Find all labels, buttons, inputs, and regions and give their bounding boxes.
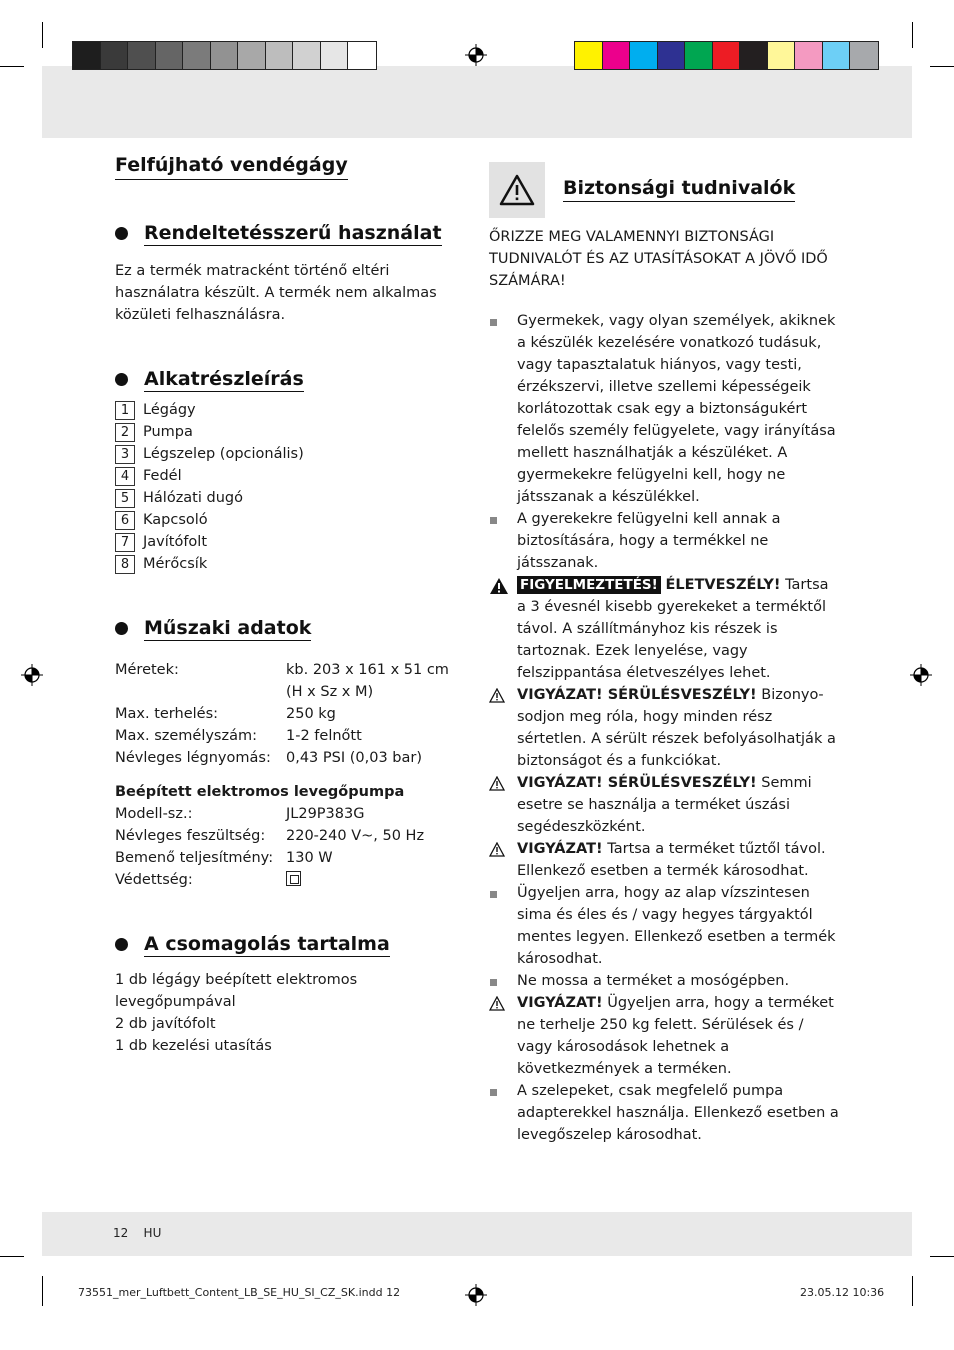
- crop-mark: [912, 22, 913, 48]
- part-label: Mérőcsík: [143, 556, 208, 572]
- warning-triangle-icon: [489, 577, 509, 595]
- list-item: [115, 553, 465, 575]
- part-number: 6: [115, 511, 135, 530]
- intended-use-text: Ez a termék matracként történő eltéri használatra készült. A termék nem alkalmas közületi felhasználásra.: [115, 263, 437, 323]
- list-item: VIGYÁZAT! SÉRÜLÉSVESZÉLY! Bizonyosodjon meg róla, hogy minden rész sértetlen. A sérült részek befolyásolhatják a biztonságot és a funkciókat.: [489, 684, 841, 772]
- crop-mark: [0, 66, 24, 67]
- color-swatch: [658, 42, 686, 69]
- list-item: [115, 443, 465, 465]
- list-item: [115, 487, 465, 509]
- part-number: 7: [115, 533, 135, 552]
- safety-title: Biztonsági tudnivalók: [563, 176, 795, 202]
- color-swatch: [238, 42, 266, 69]
- package-heading: A csomagolás tartalma: [115, 931, 465, 957]
- color-swatch: [740, 42, 768, 69]
- header-band: [42, 66, 912, 138]
- pump-specs-heading: Beépített elektromos levegőpumpa: [115, 784, 405, 800]
- list-item: A gyerekekre felügyelni kell annak a biztosítására, hogy a termékkel ne játsszanak.: [489, 508, 841, 574]
- process-color-bar: [574, 41, 879, 70]
- list-item: [115, 531, 465, 553]
- caution-triangle-icon: [489, 776, 505, 791]
- color-swatch: [603, 42, 631, 69]
- caution-triangle-icon: [489, 688, 505, 703]
- crop-mark: [930, 1256, 954, 1257]
- table-row: (H x Sz x M): [286, 684, 374, 700]
- color-swatch: [128, 42, 156, 69]
- color-swatch: [156, 42, 184, 69]
- print-timestamp: 23.05.12 10:36: [800, 1286, 885, 1299]
- color-swatch: [713, 42, 741, 69]
- square-bullet-icon: [490, 517, 497, 524]
- list-item: [115, 399, 465, 421]
- part-label: Fedél: [143, 468, 182, 484]
- part-number: 2: [115, 423, 135, 442]
- registration-mark-icon: [465, 1284, 487, 1306]
- color-swatch: [321, 42, 349, 69]
- color-swatch: [630, 42, 658, 69]
- part-label: Javítófolt: [143, 534, 208, 550]
- part-label: Hálózati dugó: [143, 490, 243, 506]
- list-item: FIGYELMEZTETÉS! ÉLETVESZÉLY! Tartsa a 3 évesnél kisebb gyerekeket a terméktől távol. A szállítmányhoz kis részek is tartoznak. Ezek lenyelése, vagy felszippantása életveszélyes lehet.: [489, 574, 841, 684]
- list-item: Gyermekek, vagy olyan személyek, akiknek a készülék kezelésére vonatkozó tudásuk, vagy tapasztalatuk hiányos, vagy testi, érzékszervi, illetve szellemi képességeik korlátozottak csak egy a biztonságukért felelős személy felügyelete, vagy irányítása mellett használhatják a készüléket. A gyermekekre felügyelni kell, hogy ne játsszanak a készülékkel.: [489, 310, 841, 508]
- part-number: 3: [115, 445, 135, 464]
- list-item: Ne mossa a terméket a mosógépben.: [489, 970, 841, 992]
- table-row: Méretek: kb. 203 x 161 x 51 cm: [115, 662, 449, 678]
- color-swatch: [266, 42, 294, 69]
- color-swatch: [211, 42, 239, 69]
- color-swatch: [101, 42, 129, 69]
- list-item: 1 db légágy beépített elektromos levegőpumpával: [115, 972, 358, 1010]
- class-ii-double-square-icon: [286, 871, 301, 886]
- color-swatch: [850, 42, 878, 69]
- list-item: 1 db kezelési utasítás: [115, 1038, 272, 1054]
- table-row: Névleges légnyomás: 0,43 PSI (0,03 bar): [115, 750, 422, 766]
- crop-mark: [42, 1276, 43, 1306]
- color-swatch: [348, 42, 376, 69]
- specs-heading: Műszaki adatok: [115, 615, 465, 641]
- color-swatch: [685, 42, 713, 69]
- part-number: 4: [115, 467, 135, 486]
- crop-mark: [0, 1256, 24, 1257]
- part-number: 1: [115, 401, 135, 420]
- color-swatch: [293, 42, 321, 69]
- part-label: Légágy: [143, 402, 196, 418]
- part-label: Pumpa: [143, 424, 193, 440]
- square-bullet-icon: [490, 1089, 497, 1096]
- safety-list: [489, 310, 841, 1146]
- table-row: Max. terhelés: 250 kg: [115, 706, 336, 722]
- crop-mark: [42, 22, 43, 48]
- table-row: Névleges feszültség: 220-240 V~, 50 Hz: [115, 828, 425, 844]
- color-swatch: [768, 42, 796, 69]
- list-item: Ügyeljen arra, hogy az alap vízszintesen sima és éles és / vagy hegyes tárgyaktól mentes legyen. Ellenkező esetben a termék károsodhat.: [489, 882, 841, 970]
- registration-mark-icon: [910, 664, 932, 686]
- registration-mark-icon: [465, 44, 487, 66]
- color-swatch: [795, 42, 823, 69]
- package-contents: [115, 969, 465, 1057]
- list-item: [115, 421, 465, 443]
- square-bullet-icon: [490, 319, 497, 326]
- warning-box: [489, 162, 545, 218]
- square-bullet-icon: [490, 979, 497, 986]
- crop-mark: [930, 66, 954, 67]
- specs-table: [115, 659, 465, 769]
- page-number: 12 HU: [113, 1226, 162, 1240]
- section-bullet-icon: [115, 227, 128, 240]
- safety-header: [489, 162, 841, 218]
- page-title: Felfújható vendégágy: [115, 152, 348, 180]
- square-bullet-icon: [490, 891, 497, 898]
- caution-triangle-icon: [489, 996, 505, 1011]
- color-swatch: [73, 42, 101, 69]
- part-label: Légszelep (opcionális): [143, 446, 304, 462]
- parts-list: [115, 399, 465, 575]
- list-item: VIGYÁZAT! Ügyeljen arra, hogy a terméket ne terhelje 250 kg felett. Sérülések és / vagy károsodások lehetnek a következmények a terméken.: [489, 992, 841, 1080]
- table-row: Védettség:: [115, 869, 465, 891]
- file-slug: 73551_mer_Luftbett_Content_LB_SE_HU_SI_CZ_SK.indd 12: [78, 1286, 401, 1299]
- warning-triangle-icon: [499, 174, 535, 206]
- section-bullet-icon: [115, 373, 128, 386]
- right-column: [489, 162, 841, 1146]
- color-swatch: [575, 42, 603, 69]
- part-label: Kapcsoló: [143, 512, 208, 528]
- section-bullet-icon: [115, 622, 128, 635]
- list-item: A szelepeket, csak megfelelő pumpa adapterekkel használja. Ellenkező esetben a levegőszelep károsodhat.: [489, 1080, 841, 1146]
- registration-mark-icon: [21, 664, 43, 686]
- list-item: VIGYÁZAT! Tartsa a terméket tűztől távol. Ellenkező esetben a termék károsodhat.: [489, 838, 841, 882]
- table-row: Max. személyszám: 1-2 felnőtt: [115, 728, 362, 744]
- list-item: [115, 465, 465, 487]
- list-item: VIGYÁZAT! SÉRÜLÉSVESZÉLY! Semmi esetre se használja a terméket úszási segédeszközként.: [489, 772, 841, 838]
- part-number: 8: [115, 555, 135, 574]
- intended-use-heading: Rendeltetésszerű használat: [115, 220, 465, 246]
- color-swatch: [183, 42, 211, 69]
- table-row: Modell-sz.: JL29P383G: [115, 806, 365, 822]
- safety-intro: ŐRIZZE MEG VALAMENNYI BIZTONSÁGI TUDNIVALÓT ÉS AZ UTASÍTÁSOKAT A JÖVŐ IDŐ SZÁMÁRA!: [489, 229, 828, 289]
- warning-badge: FIGYELMEZTETÉS!: [517, 576, 661, 594]
- section-bullet-icon: [115, 938, 128, 951]
- left-column: [115, 152, 465, 1057]
- parts-heading: Alkatrészleírás: [115, 366, 465, 392]
- list-item: 2 db javítófolt: [115, 1016, 216, 1032]
- color-swatch: [823, 42, 851, 69]
- crop-mark: [912, 1276, 913, 1306]
- grayscale-color-bar: [72, 41, 377, 70]
- part-number: 5: [115, 489, 135, 508]
- table-row: Bemenő teljesítmény: 130 W: [115, 850, 333, 866]
- caution-triangle-icon: [489, 842, 505, 857]
- footer-band: [42, 1212, 912, 1256]
- list-item: [115, 509, 465, 531]
- pump-specs-table: [115, 803, 465, 891]
